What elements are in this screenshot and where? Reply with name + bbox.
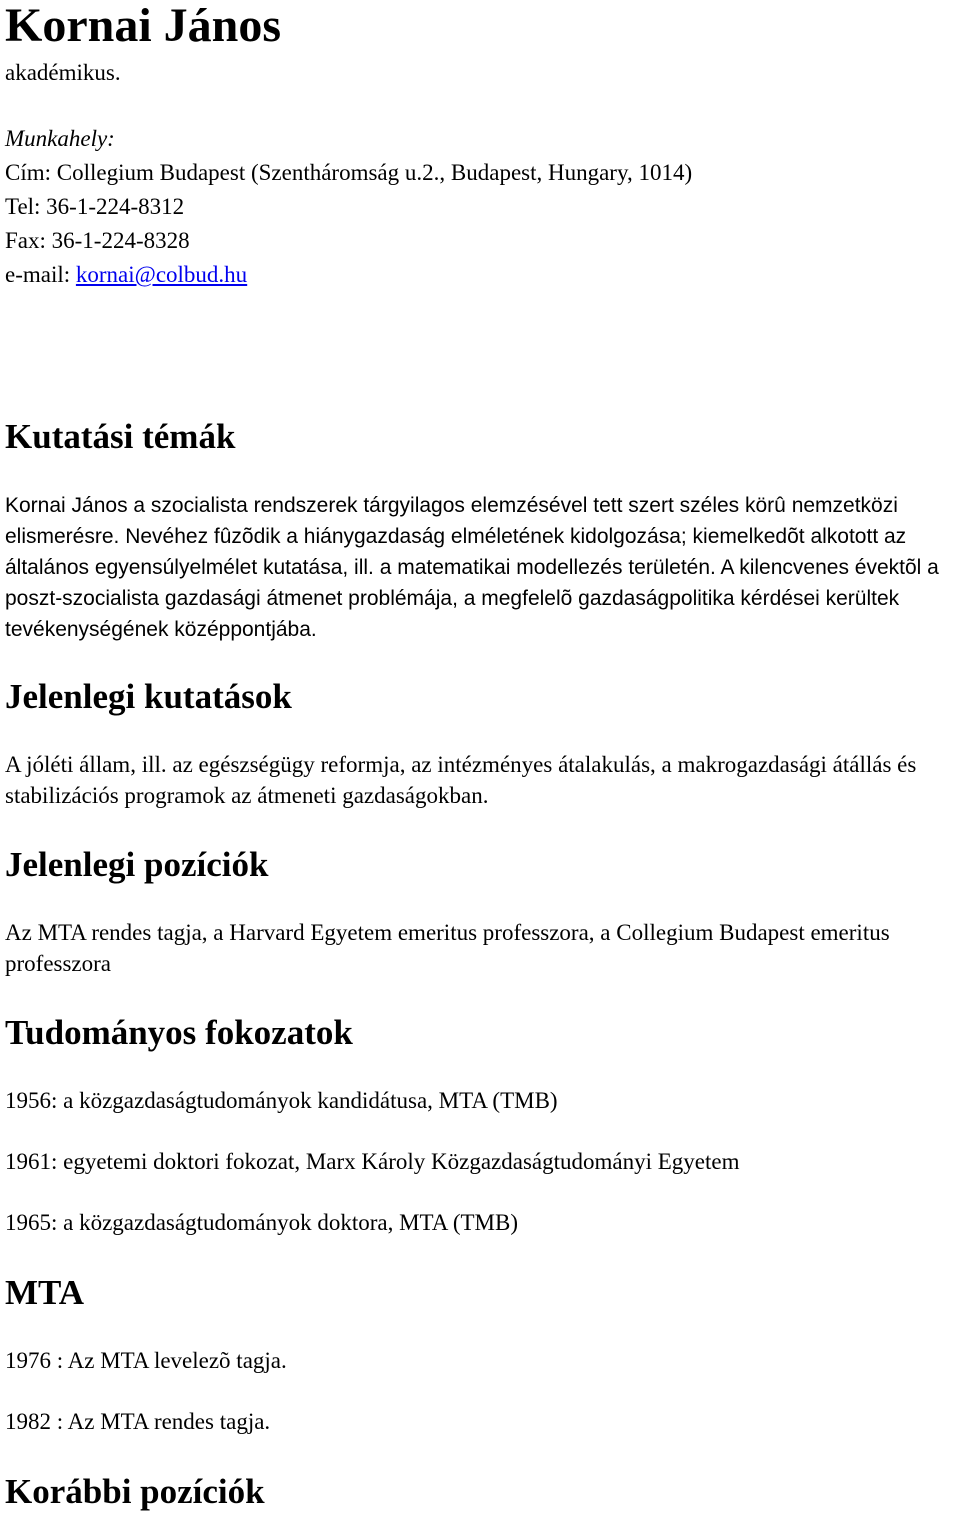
current-positions-heading: Jelenlegi pozíciók: [5, 845, 269, 884]
fax-line: Fax: 36-1-224-8328: [5, 228, 190, 253]
research-topics-text: Kornai János a szocialista rendszerek tárgyilagos elemzésével tett szert széles körû nemzetközi elismerésre. Nevéhez fûzõdik a hiánygazdaság elméletének kidolgozása; kiemelkedõt alkotott az általános egyensúlyelmélet kutatása, ill. a matematikai modellezés területén. A kilencvenes évektõl a poszt-szocialista gazdasági átmenet problémája, a megfelelõ gazdaságpolitika kérdései kerültek tevékenységének középpontjába.: [5, 494, 939, 641]
mta-item: 1976 : Az MTA levelezõ tagja.: [5, 1348, 287, 1373]
degree-item: 1956: a közgazdaságtudományok kandidátusa, MTA (TMB): [5, 1088, 558, 1113]
degree-item: 1965: a közgazdaságtudományok doktora, MTA (TMB): [5, 1210, 518, 1235]
email-label: e-mail:: [5, 262, 71, 287]
mta-item: 1982 : Az MTA rendes tagja.: [5, 1409, 271, 1434]
person-title: akadémikus.: [5, 60, 121, 85]
mta-heading: MTA: [5, 1273, 85, 1312]
research-topics-heading: Kutatási témák: [5, 417, 236, 456]
email-line: [5, 258, 247, 292]
degrees-heading: Tudományos fokozatok: [5, 1013, 353, 1052]
phone-line: Tel: 36-1-224-8312: [5, 194, 185, 219]
previous-positions-heading: Korábbi pozíciók: [5, 1472, 265, 1511]
current-research-heading: Jelenlegi kutatások: [5, 677, 292, 716]
degree-item: 1961: egyetemi doktori fokozat, Marx Károly Közgazdaságtudományi Egyetem: [5, 1149, 740, 1174]
address-line: Cím: Collegium Budapest (Szentháromság u.2., Budapest, Hungary, 1014): [5, 160, 693, 185]
email-link[interactable]: kornai@colbud.hu: [75, 262, 248, 287]
workplace-label: Munkahely:: [5, 126, 115, 151]
current-positions-text: Az MTA rendes tagja, a Harvard Egyetem emeritus professzora, a Collegium Budapest emeritus professzora: [5, 920, 890, 976]
current-research-text: A jóléti állam, ill. az egészségügy reformja, az intézményes átalakulás, a makrogazdasági átállás és stabilizációs programok az átmeneti gazdaságokban.: [5, 752, 917, 808]
person-name: Kornai János: [5, 0, 282, 52]
